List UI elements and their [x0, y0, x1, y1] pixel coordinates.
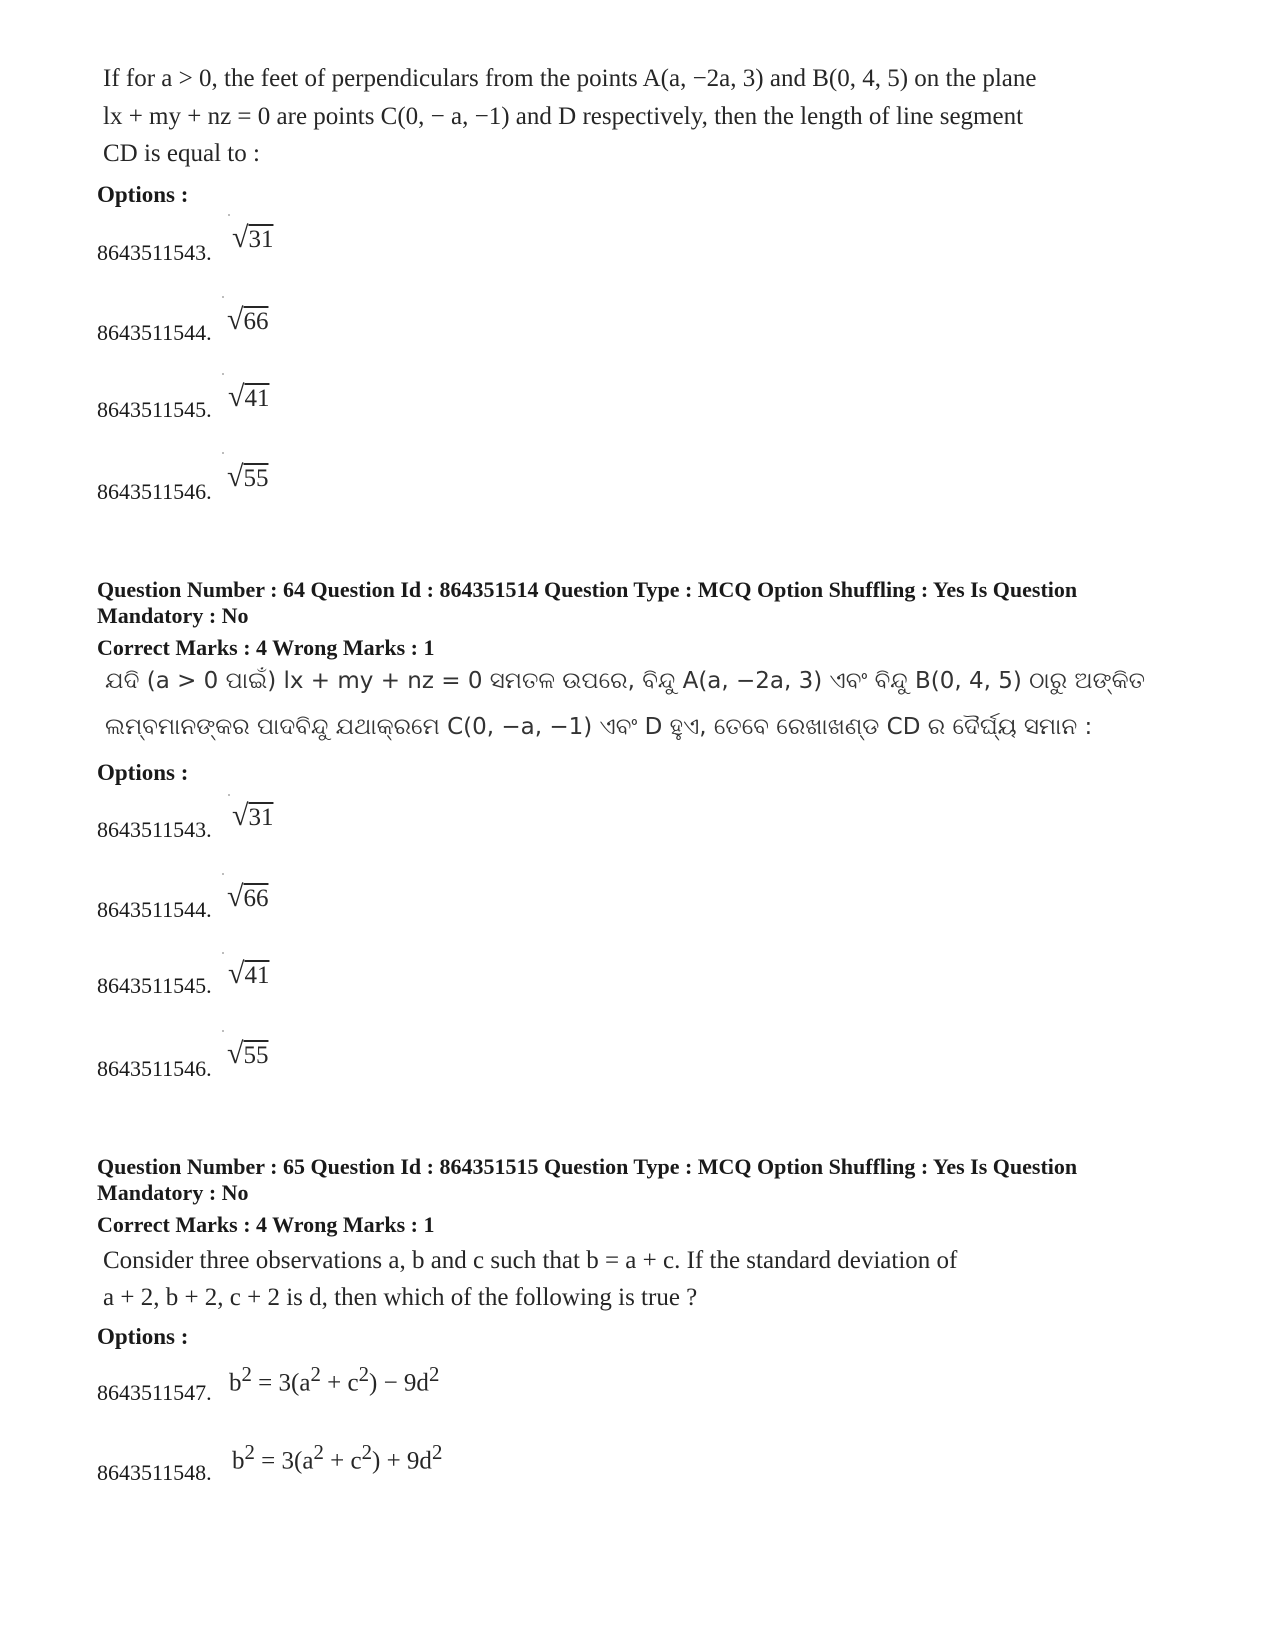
q63-option-4-id[interactable]: 8643511546.	[97, 479, 212, 504]
q63-option-4-value[interactable]: √55	[227, 460, 269, 493]
q65-option-2-id[interactable]: 8643511548.	[97, 1460, 212, 1485]
q64-option-1-id[interactable]: 8643511543.	[97, 817, 212, 842]
q64-text-line-1: ଯଦି (a > 0 ପାଇଁ) lx + my + nz = 0 ସମତଳ ଉପରେ, ବିନ୍ଦୁ A(a, −2a, 3) ଏବଂ ବିନ୍ଦୁ B(0, 4, 5) ଠାରୁ ଅଙ୍କିତ	[105, 668, 1146, 694]
q65-option-2-value[interactable]: $b^2 = 3(a^2 + c^2) + 9d^2$	[232, 1440, 443, 1475]
q63-options-label: Options :	[97, 182, 189, 207]
q65-header-line-1: Question Number : 65 Question Id : 864351515 Question Type : MCQ Option Shuffling : Yes Is Question	[97, 1154, 1078, 1179]
q65-header-line-2: Mandatory : No	[97, 1180, 249, 1205]
q64-text-line-2: ଲମ୍ବମାନଙ୍କର ପାଦବିନ୍ଦୁ ଯଥାକ୍ରମେ C(0, −a, −1) ଏବଂ D ହୁଏ, ତେବେ ରେଖାଖଣ୍ଡ CD ର ଦୈର୍ଘ୍ୟ ସମାନ :	[105, 714, 1093, 740]
q63-option-3-value[interactable]: √41	[228, 380, 270, 413]
q65-text-line-1: Consider three observations a, b and c such that b = a + c. If the standard deviation of	[103, 1247, 958, 1274]
q63-option-3-id[interactable]: 8643511545.	[97, 397, 212, 422]
q65-text-line-2: a + 2, b + 2, c + 2 is d, then which of the following is true ?	[103, 1284, 698, 1311]
q64-options-label: Options :	[97, 760, 189, 785]
q65-option-1-id[interactable]: 8643511547.	[97, 1380, 212, 1405]
q64-header-line-1: Question Number : 64 Question Id : 864351514 Question Type : MCQ Option Shuffling : Yes Is Question	[97, 577, 1078, 602]
q64-option-1-value[interactable]: √31	[232, 799, 274, 832]
q64-option-2-id[interactable]: 8643511544.	[97, 897, 212, 922]
q64-marks: Correct Marks : 4 Wrong Marks : 1	[97, 635, 435, 660]
q65-marks: Correct Marks : 4 Wrong Marks : 1	[97, 1212, 435, 1237]
q63-option-2-value[interactable]: √66	[227, 303, 269, 336]
q64-option-4-id[interactable]: 8643511546.	[97, 1056, 212, 1081]
q64-header-line-2: Mandatory : No	[97, 603, 249, 628]
q63-text-line-3: CD is equal to :	[103, 140, 260, 167]
q65-option-1-value[interactable]: $b^2 = 3(a^2 + c^2) - 9d^2$	[229, 1362, 440, 1397]
q63-option-1-id[interactable]: 8643511543.	[97, 240, 212, 265]
q63-text-line-1: If for a > 0, the feet of perpendiculars from the points A(a, −2a, 3) and B(0, 4, 5) on the plane	[103, 65, 1037, 92]
q64-option-4-value[interactable]: √55	[227, 1037, 269, 1070]
q63-option-2-id[interactable]: 8643511544.	[97, 320, 212, 345]
q64-option-2-value[interactable]: √66	[227, 880, 269, 913]
q63-option-1-value[interactable]: √31	[232, 221, 274, 254]
q64-option-3-id[interactable]: 8643511545.	[97, 973, 212, 998]
q63-text-line-2: lx + my + nz = 0 are points C(0, − a, −1) and D respectively, then the length of line segment	[103, 103, 1024, 130]
q65-options-label: Options :	[97, 1324, 189, 1349]
q64-option-3-value[interactable]: √41	[228, 957, 270, 990]
